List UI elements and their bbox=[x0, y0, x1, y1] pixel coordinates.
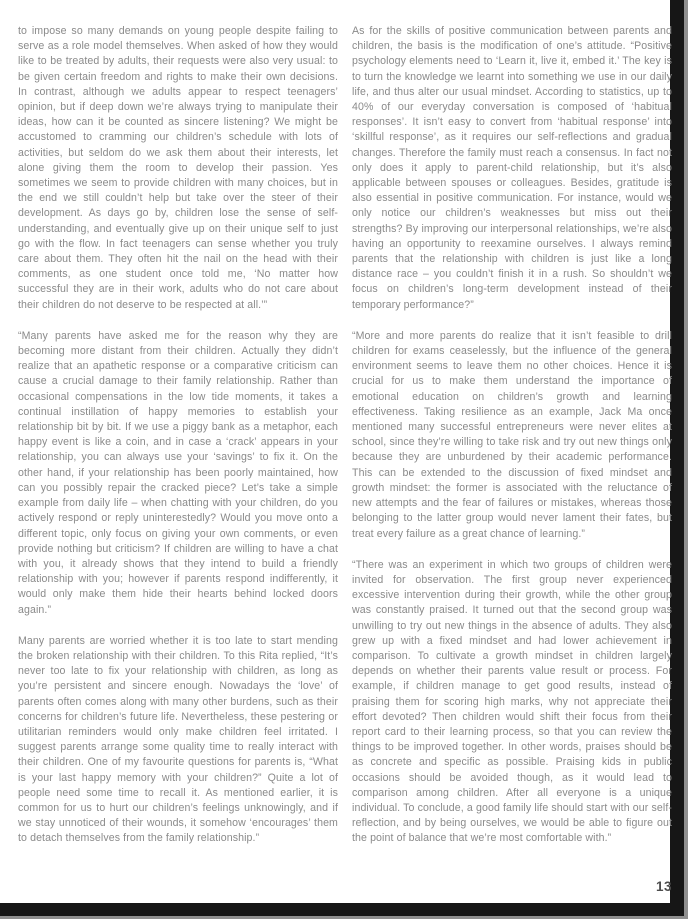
paragraph: to impose so many demands on young people despite failing to serve as a role model themselves. When asked of how they would like to be treated by adults, their requests were also very usual: to be given certain freedom and rights to make their own decisions. In contrast, although we adults appear to respect teenagers’ opinion, but if deep down we’re always trying to manipulate their ideas, how can it be counted as sincere listening? We might be accustomed to cramming our children’s schedule with lots of activities, but seldom do we ask them about their interests, let alone giving them the room to develop their passion. Yes sometimes we seem to provide children with many choices, but in the end we still couldn’t help but take over the steer of their development. As days go by, children lose the sense of self-understanding, and eventually give up on their unique self to just go with the flow. In fact teenagers can sense whether you truly care about them. They often hit the nail on the head with their comments, as one student once told me, ‘No matter how successful they are in their work, adults who do not care about their children do not deserve to be respected at all.’” bbox=[18, 25, 338, 311]
article-body bbox=[18, 24, 672, 863]
paragraph: Many parents are worried whether it is too late to start mending the broken relationship with their children. To this Rita replied, “It’s never too late to fix your relationship with children, as long as you’re persistent and sincere enough. Nowadays the ‘love’ of parents often comes along with many other burdens, such as their concerns for children’s future life. Nevertheless, these pestering or utilitarian reminders would only make children feel irritated. I suggest parents arrange some quality time to really interact with their children. One of my favourite questions for parents is, “What is your last happy memory with your children?” Quite a lot of people need some time to recall it. As mentioned earlier, it is common for us to hurt our children’s feelings unknowingly, and if we stay unnoticed of their wounds, it somehow ‘encourages’ them to detach themselves from the family relationship.” bbox=[18, 634, 338, 845]
paragraph: “More and more parents do realize that it isn’t feasible to drill children for exams ceaselessly, but the influence of the general environment seems to leave them no other choices. Hence it is crucial for us to make them understand the importance of emotional education on children’s growth and learning effectiveness. Taking resilience as an example, Jack Ma once mentioned many successful entrepreneurs were never elites at school, since they’re willing to take risk and try out new things only because they are unburdened by their academic performance. This can be extended to the discussion of fixed mindset and growth mindset: the former is associated with the reluctance of new attempts and the fear of failures or mistakes, whereas those belonging to the latter group would never lament their fates, but treat every failure as a great chance of learning.” bbox=[352, 329, 672, 540]
paragraph: “Many parents have asked me for the reason why they are becoming more distant from their children. Actually they didn’t realize that an apathetic response or a comparative criticism can cause a crucial damage to their family relationship. Rather than occasional compensations in the low tide moments, it takes a continual instillation of happy memories to establish your relationship bit by bit. If we use a piggy bank as a metaphor, each happy event is like a coin, and in case a ‘crack’ appears in your relationship, you can always use your ‘savings’ to fix it. On the other hand, if your relationship has been poorly maintained, how can you possibly repair the cracked piece? Let’s take a simple example from daily life – when chatting with your children, do you actively respond or reply uninterestedly? Would you move onto a different topic, only focus on giving your own comments, or even provide nothing but criticism? If children are willing to have a chat with you, it already shows that they intend to build a friendly relationship with you; however if parents respond indifferently, it would only make them hide their hearts behind locked doors again.” bbox=[18, 329, 338, 616]
right-column bbox=[352, 24, 672, 863]
page-number: 13 bbox=[655, 879, 672, 894]
paragraph: As for the skills of positive communication between parents and children, the basis is the modification of one’s attitude. “Positive psychology elements need to ‘Learn it, live it, embed it.’ The key is to turn the knowledge we learnt into something we use in our daily life, and thus alter our usual mindset. According to statistics, up to 40% of our everyday conversation is composed of ‘habitual responses’. It isn’t easy to convert from ‘habitual response’ into ‘skillful response’, as it requires our self-reflections and gradual changes. Therefore the family must reach a consensus. In fact not only does it apply to parent-child relationship, but it’s also applicable between spouses or colleagues. Besides, gratitude is also essential in positive communication. For instance, would we only notice our children’s weaknesses but miss out their strengths? By improving our interpersonal relationships, we’re also having an opportunity to reexamine ourselves. I always remind parents that the relationship with children is just like a long distance race – you couldn’t finish it in a rush. So shouldn’t we focus on children’s long-term development instead of their temporary performance?” bbox=[352, 25, 672, 311]
paragraph: “There was an experiment in which two groups of children were invited for observation. The first group never experienced excessive intervention during their growth, while the other group was constantly praised. It turned out that the second group was unwilling to try out new things in the absence of adults. They also grew up with a fixed mindset and had lower achievement in comparison. To cultivate a growth mindset in children largely depends on whether their parents value result or process. For example, if children manage to get good results, instead of praising them for scoring high marks, why not appreciate their effort devoted? Then children would shift their focus from their report card to their learning process, so that you can review the things to be improved together. In other words, praises should be as concrete and specific as possible. Praising kids in public occasions should be avoided though, as it would lead to comparison among children. After all everyone is a unique individual. To conclude, a good family life should start with our self-reflection, and by being ourselves, we would be able to figure out the point of balance that we’re most comfortable with.” bbox=[352, 558, 672, 845]
left-column bbox=[18, 24, 338, 863]
